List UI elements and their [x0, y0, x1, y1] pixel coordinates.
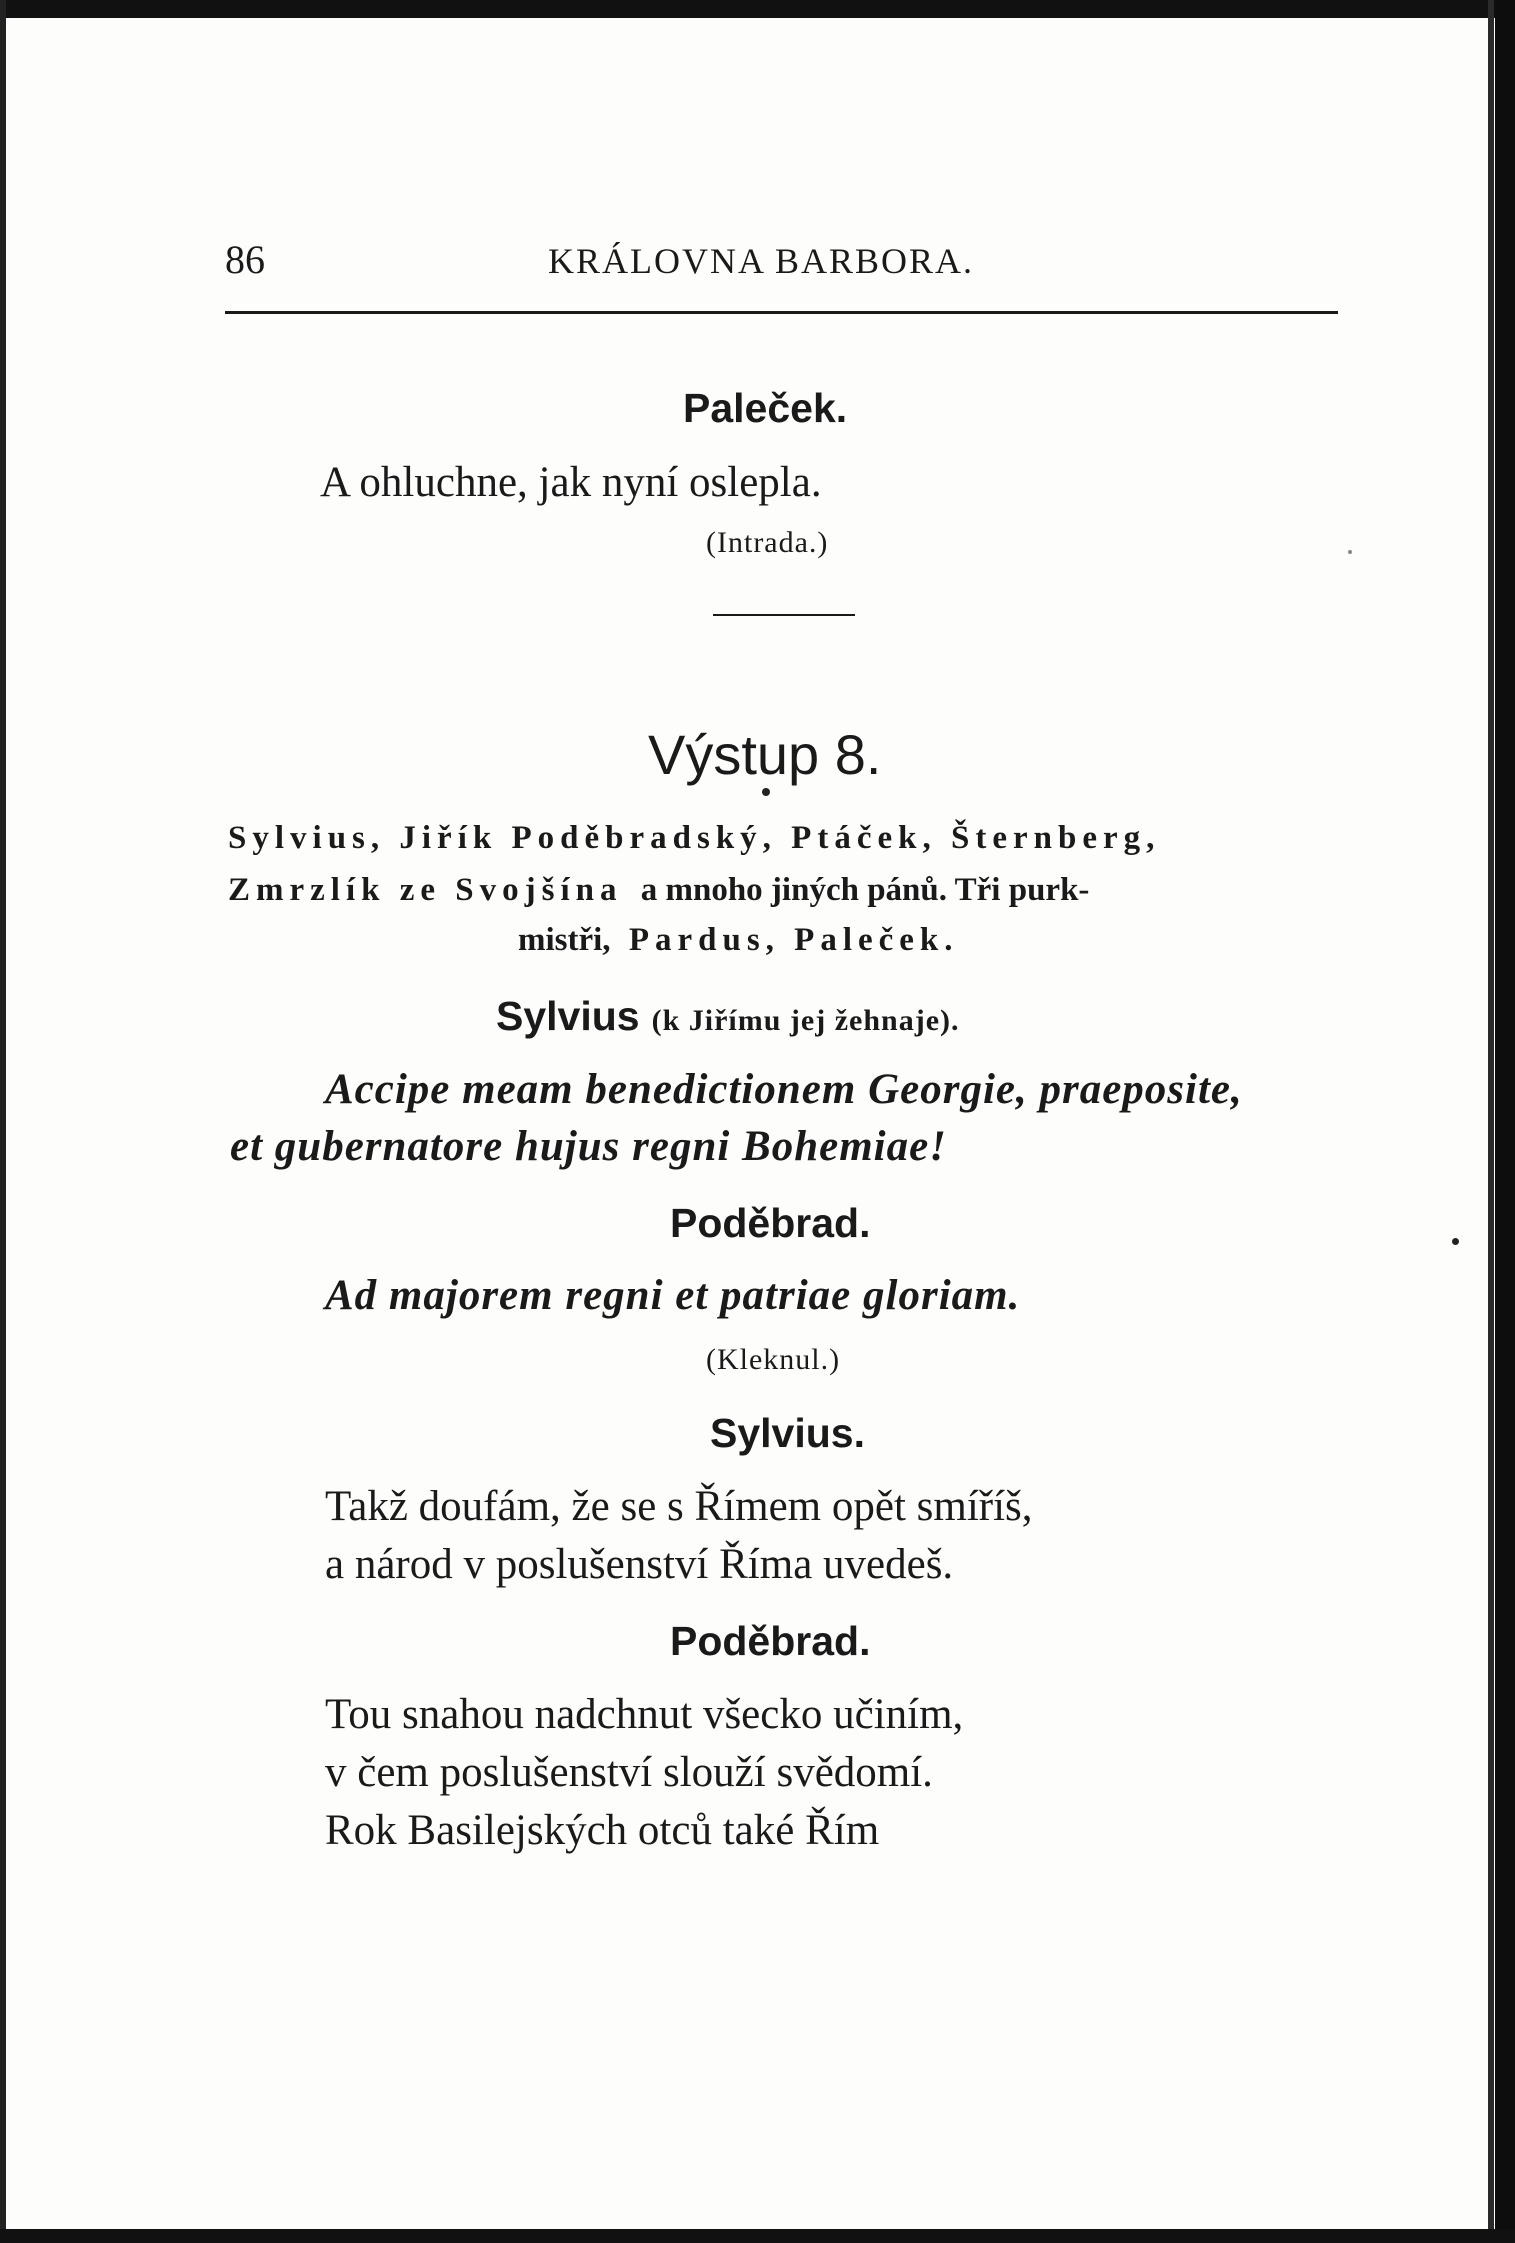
ornament-dot: [762, 788, 770, 796]
cast-line-2: [228, 872, 1089, 909]
verse-line: Tou snahou nadchnut všecko učiním,: [325, 1691, 964, 1738]
scene-divider: [713, 614, 855, 616]
verse-line: a národ v poslušenství Říma uvedeš.: [325, 1541, 954, 1588]
verse-line: v čem poslušenství slouží svědomí.: [325, 1749, 933, 1796]
scan-edge-bottom: [0, 2229, 1515, 2243]
scan-edge-top: [0, 0, 1515, 18]
scan-edge-left: [0, 0, 6, 2243]
stage-direction-intrada: (Intrada.): [706, 526, 829, 559]
scene-title: Výstup 8.: [648, 723, 882, 786]
verse-line: A ohluchne, jak nyní oslepla.: [320, 459, 822, 506]
stage-direction-kleknul: (Kleknul.): [706, 1343, 841, 1376]
cast-mistri: mistři,: [518, 922, 611, 958]
running-title: KRÁLOVNA BARBORA.: [548, 241, 975, 281]
cast-line-1: Sylvius, Jiřík Poděbradský, Ptáček, Šternberg,: [228, 820, 1161, 856]
speaker-heading-sylvius: [496, 993, 960, 1040]
latin-verse-2: et gubernatore hujus regni Bohemiae!: [230, 1123, 947, 1170]
speaker-sylvius: Sylvius: [496, 993, 640, 1039]
cast-name-zmrzlik: Zmrzlík ze Svojšína: [228, 872, 623, 908]
page-number: 86: [225, 237, 265, 282]
verse-line: Takž doufám, že se s Římem opět smíříš,: [325, 1483, 1033, 1530]
scan-speck: [1452, 1238, 1459, 1245]
scan-edge-right: [1495, 0, 1515, 2243]
speaker-palecek: Paleček.: [683, 385, 848, 431]
verse-line: Rok Basilejských otců také Řím: [325, 1807, 880, 1854]
speaker-podebrad: Poděbrad.: [670, 1200, 871, 1246]
scan-speck: [1348, 550, 1352, 554]
latin-verse-3: Ad majorem regni et patriae gloriam.: [325, 1272, 1021, 1319]
stage-direction-zehnaje: (k Jiřímu jej žehnaje).: [651, 1004, 960, 1037]
scan-edge-right-inner: [1488, 0, 1494, 2243]
cast-line-3: [518, 922, 959, 959]
speaker-podebrad-2: Poděbrad.: [670, 1618, 871, 1664]
cast-others: a mnoho jiných pánů. Tři purk-: [640, 872, 1090, 908]
cast-pardus-palecek: Pardus, Paleček.: [628, 922, 959, 958]
latin-verse-1: Accipe meam benedictionem Georgie, praeposite,: [325, 1066, 1243, 1113]
speaker-sylvius-2: Sylvius.: [710, 1410, 865, 1456]
header-rule: [225, 311, 1338, 314]
